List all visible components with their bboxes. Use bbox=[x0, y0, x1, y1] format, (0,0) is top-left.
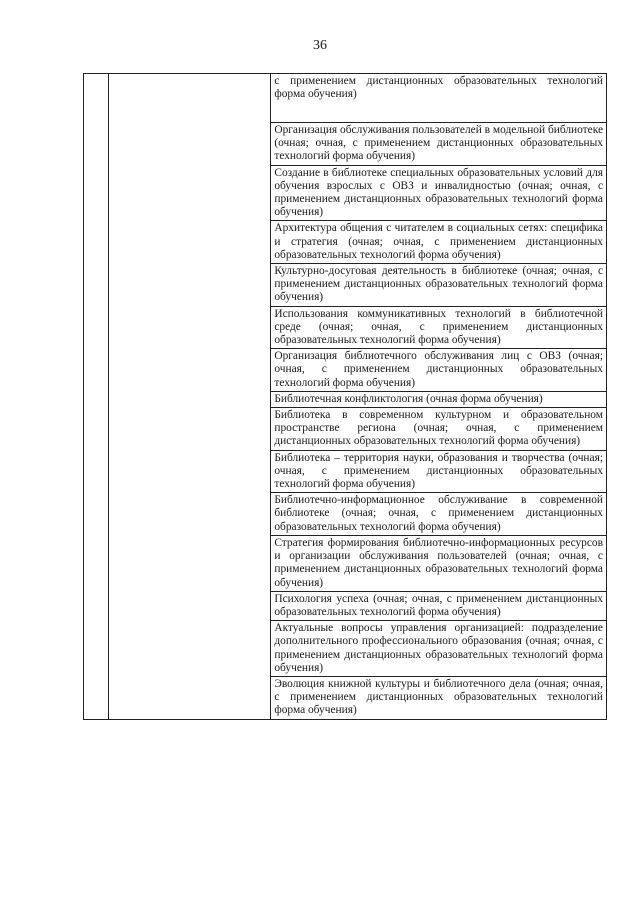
course-cell bbox=[271, 264, 607, 307]
course-cell bbox=[271, 391, 607, 407]
course-title: Организация библиотечного обслуживания лиц с ОВЗ (очная; очная, с применением дистанционных образовательных технологий форма обучения) bbox=[274, 350, 603, 389]
course-title: Стратегия формирования библиотечно-информационных ресурсов и организации обслуживания пользователей (очная; очная, с применением дистанционных образовательных технологий форма обучения) bbox=[274, 536, 603, 589]
table-row bbox=[84, 74, 607, 123]
course-title: Библиотечная конфликтология (очная форма обучения) bbox=[274, 392, 543, 405]
course-title: Актуальные вопросы управления организацией: подразделение дополнительного профессионального образования (очная; очная, с применением дистанционных образовательных технологий форма обучения) bbox=[274, 622, 603, 674]
course-title: Культурно-досуговая деятельность в библиотеке (очная; очная, с применением дистанционных образовательных технологий форма обучения) bbox=[274, 265, 603, 304]
course-cell bbox=[271, 450, 607, 493]
course-title: Использования коммуникативных технологий в библиотечной среде (очная; очная, с применением дистанционных образовательных технологий форма обучения) bbox=[274, 307, 603, 347]
course-cell bbox=[271, 221, 607, 264]
course-cell bbox=[271, 408, 607, 451]
course-cell bbox=[271, 621, 607, 677]
course-title: Библиотека в современном культурном и образовательном пространстве региона (очная; очная, с применением дистанционных образовательных технологий форма обучения) bbox=[274, 409, 603, 448]
course-cell bbox=[271, 74, 607, 123]
page-number: 36 bbox=[313, 38, 327, 53]
course-cell bbox=[271, 535, 607, 591]
number-cell bbox=[84, 74, 109, 720]
course-title: с применением дистанционных образовательных технологий форма обучения) bbox=[274, 75, 603, 101]
course-title: Создание в библиотеке специальных образовательных условий для обучения взрослых с ОВЗ и инвалидностью (очная; очная, с применением дистанционных образовательных технологий форма обучения) bbox=[274, 166, 603, 219]
course-cell bbox=[271, 165, 607, 221]
category-cell bbox=[109, 74, 271, 720]
course-title: Организация обслуживания пользователей в модельной библиотеке (очная; очная, с применением дистанционных образовательных технологий форма обучения) bbox=[274, 124, 604, 163]
course-title: Эволюция книжной культуры и библиотечного дела (очная; очная, с применением дистанционных образовательных технологий форма обучения) bbox=[274, 677, 603, 717]
course-title: Архитектура общения с читателем в социальных сетях: специфика и стратегия (очная; очная, с применением дистанционных образовательных технологий форма обучения) bbox=[274, 222, 603, 261]
course-title: Библиотека – территория науки, образования и творчества (очная; очная, с применением дистанционных образовательных технологий форма обучения) bbox=[274, 451, 603, 491]
course-title: Психология успеха (очная; очная, с применением дистанционных образовательных технологий форма обучения) bbox=[274, 592, 603, 618]
course-cell bbox=[271, 123, 607, 166]
course-cell bbox=[271, 349, 607, 392]
course-cell bbox=[271, 591, 607, 620]
programs-table bbox=[83, 73, 607, 720]
course-title: Библиотечно-информационное обслуживание в современной библиотеке (очная; очная, с применением дистанционных образовательных технологий форма обучения) bbox=[274, 494, 603, 533]
course-cell bbox=[271, 493, 607, 536]
course-cell bbox=[271, 306, 607, 349]
course-cell bbox=[271, 676, 607, 719]
